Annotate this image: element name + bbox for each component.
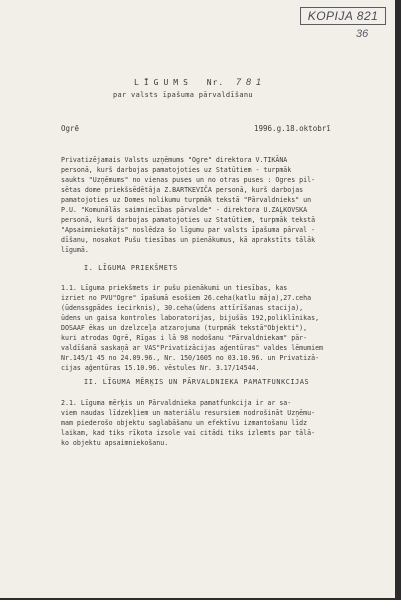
paragraph-line: 1.1. Līguma priekšmets ir pušu pienākumi un tiesības, kas bbox=[61, 284, 288, 292]
paragraph-line: valdīšanā saskaņā ar VAS"Privatizācijas aģentūras" valdes lēmumiem bbox=[61, 344, 324, 352]
intro-line: sētas dome priekšsēdētāja Z.BARTKEVIČA personā, kurš darbojas bbox=[61, 186, 304, 194]
place: Ogrē bbox=[61, 124, 80, 133]
section-heading-1: I. LĪGUMA PRIEKŠMETS bbox=[84, 264, 178, 272]
paragraph-line: (ūdenssgpādes iecirknis), 30.ceha(ūdens attīrīšanas stacija), bbox=[61, 304, 304, 312]
paragraph-line: cijas aģentūras 15.10.96. vēstules Nr. 3.17/14544. bbox=[61, 364, 260, 372]
paragraph-line: kuri atrodas Ogrē, Rīgas i lā 98 nodošanu "Pārvaldniekam" pār- bbox=[61, 334, 308, 342]
intro-line: Privatizējamais Valsts uzņēmums "Ogre" direktora V.TIKĀNA bbox=[61, 156, 288, 164]
intro-line: personā, kurš darbojas pamatojoties uz Statūtiem - turpmāk bbox=[61, 166, 292, 174]
title-number: 781 bbox=[236, 77, 267, 87]
date: 1996.g.18.oktobrī bbox=[254, 124, 331, 133]
intro-line: personā, kurš darbojas pamatojoties uz Statūtiem, turpmāk tekstā bbox=[61, 216, 316, 224]
paragraph-line: ūdens un gaisa kontroles laboratorijas, bijušās 192,poliklīnikas, bbox=[61, 314, 320, 322]
intro-line: "Apsaimniekotājs" noslēdza šo līgumu par valsts īpašuma pārval - bbox=[61, 226, 316, 234]
paragraph-line: laikam, kad tiks rīkota izsole vai citādi tiks izlemts par tālā- bbox=[61, 429, 316, 437]
intro-line: dīšanu, nosakot Pušu tiesības un pienākumus, kā aprakstīts tālāk bbox=[61, 236, 316, 244]
title-nr-label: Nr. bbox=[206, 78, 225, 87]
intro-paragraph bbox=[61, 155, 361, 255]
scan-edge bbox=[395, 0, 401, 600]
paragraph-line: mam piederošo objektu saglabāšanu un efektīvu izmantošanu līdz bbox=[61, 419, 308, 427]
intro-line: P.U. "Komunālās saimniecības pārvalde" - direktora U.ZAĻKOVSKA bbox=[61, 206, 308, 214]
paragraph-line: izriet no PVU"Ogre" īpašumā esošiem 26.ceha(katlu māja),27.ceha bbox=[61, 294, 312, 302]
paragraph-line: Nr.145/1 45 no 24.09.96., Nr. 150/1605 no 03.10.96. un Privatizā- bbox=[61, 354, 320, 362]
document-title bbox=[134, 77, 266, 87]
paragraph-line: viem naudas līdzekļiem un materiālu resursiem nodrošināt Uzņēmu- bbox=[61, 409, 316, 417]
paragraph-line: ko objektu apsaimniekošanu. bbox=[61, 439, 169, 447]
paragraph-2-1 bbox=[61, 398, 361, 448]
section-heading-2: II. LĪGUMA MĒRĶIS UN PĀRVALDNIEKA PAMATFUNKCIJAS bbox=[84, 378, 310, 386]
document-subtitle: par valsts īpašuma pārvaldīšanu bbox=[113, 91, 253, 99]
paragraph-line: 2.1. Līguma mērķis un Pārvaldnieka pamatfunkcija ir ar sa- bbox=[61, 399, 292, 407]
page-number: 36 bbox=[356, 28, 369, 40]
intro-line: saukts "Uzņēmums" no vienas puses un no otras puses : Ogres pil- bbox=[61, 176, 316, 184]
intro-line: līgumā. bbox=[61, 246, 89, 254]
paragraph-line: DOSAAF ēkas un dzelzceļa atzarojuma (turpmāk tekstā"Objekti"), bbox=[61, 324, 308, 332]
stamp-text: KOPIJA bbox=[307, 9, 353, 23]
paragraph-1-1 bbox=[61, 283, 361, 373]
title-word: LĪGUMS bbox=[134, 78, 193, 87]
intro-line: pamatojoties uz Domes nolikumu turpmāk tekstā "Pārvaldnieks" un bbox=[61, 196, 312, 204]
stamp-number: 821 bbox=[356, 9, 379, 23]
copy-stamp bbox=[300, 7, 386, 25]
